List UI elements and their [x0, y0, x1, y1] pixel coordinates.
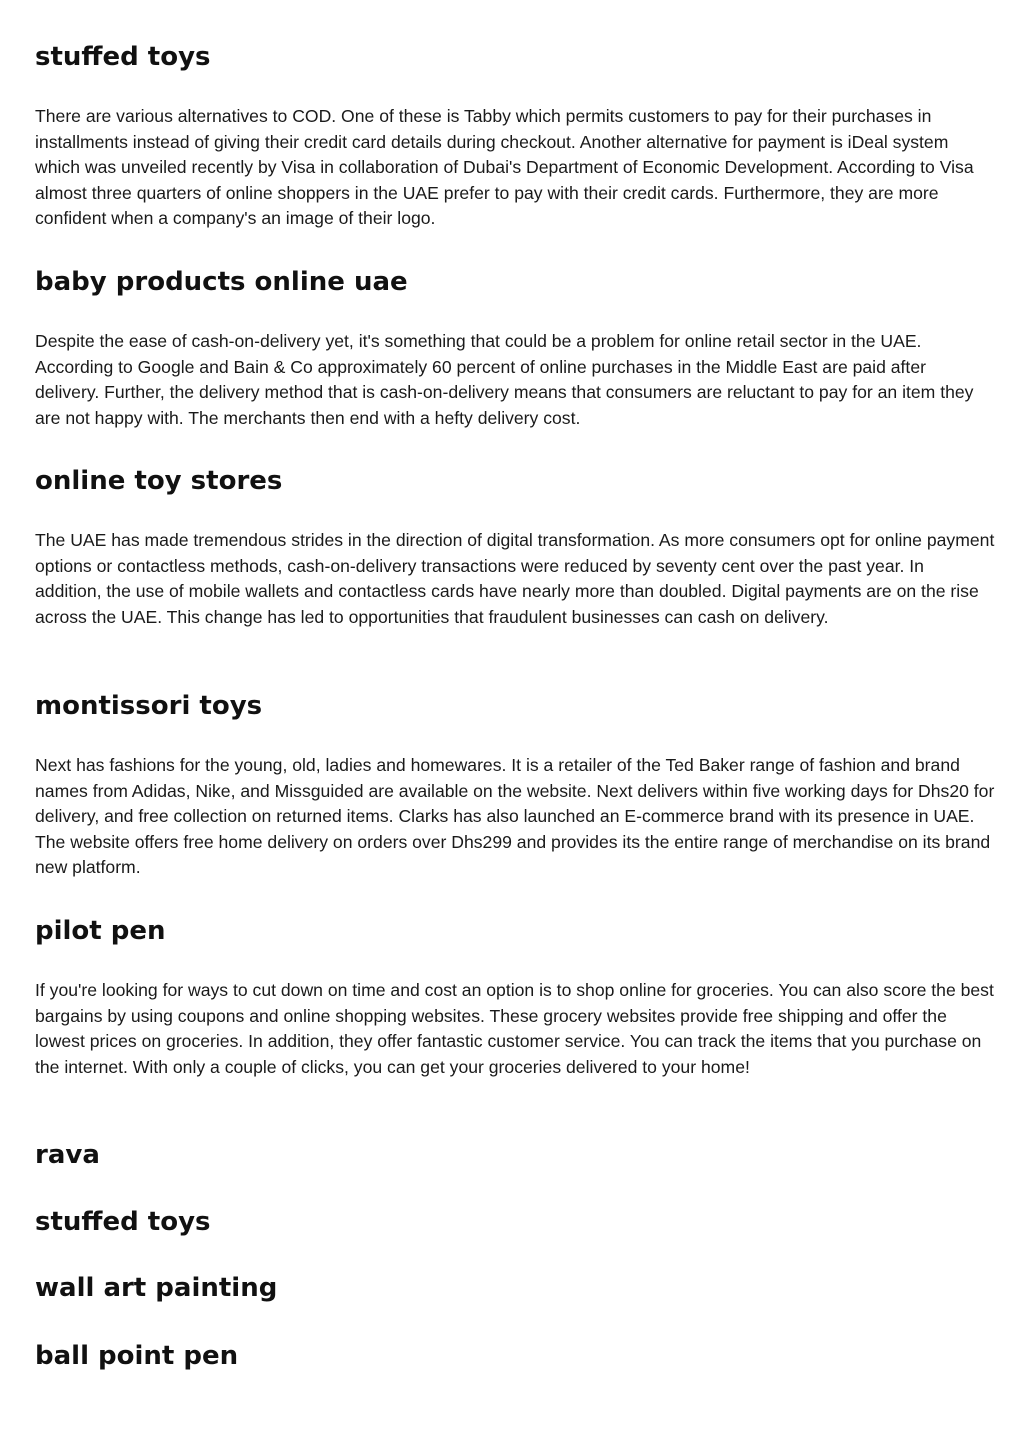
- section-heading: pilot pen: [35, 916, 166, 946]
- section-heading: stuffed toys: [35, 42, 211, 72]
- section-paragraph: There are various alternatives to COD. One of these is Tabby which permits customers to pay for their purchases in installments instead of giving their credit card details during checkout. Another alternative for payment is iDeal system which was unveiled recently by Visa in collaboration of Dubai's Department of Economic Development. According to Visa almost three quarters of online shoppers in the UAE prefer to pay with their credit cards. Furthermore, they are more confident when a company's an image of their logo.: [35, 106, 974, 229]
- keyword-heading: ball point pen: [35, 1341, 239, 1371]
- section-paragraph: Despite the ease of cash-on-delivery yet, it's something that could be a problem for online retail sector in the UAE. According to Google and Bain & Co approximately 60 percent of online purchases in the Middle East are paid after delivery. Further, the delivery method that is cash-on-delivery means that consumers are reluctant to pay for an item they are not happy with. The merchants then end with a hefty delivery cost.: [35, 331, 974, 428]
- section-paragraph: The UAE has made tremendous strides in the direction of digital transformation. As more consumers opt for online payment options or contactless methods, cash-on-delivery transactions were reduced by seventy cent over the past year. In addition, the use of mobile wallets and contactless cards have nearly more than doubled. Digital payments are on the rise across the UAE. This change has led to opportunities that fraudulent businesses can cash on delivery.: [35, 530, 995, 627]
- section-heading: baby products online uae: [35, 267, 408, 297]
- section-paragraph: Next has fashions for the young, old, ladies and homewares. It is a retailer of the Ted Baker range of fashion and brand names from Adidas, Nike, and Missguided are available on the website. Next delivers within five working days for Dhs20 for delivery, and free collection on returned items. Clarks has also launched an E-commerce brand with its presence in UAE. The website offers free home delivery on orders over Dhs299 and provides its the entire range of merchandise on its brand new platform.: [35, 755, 995, 878]
- keyword-heading: stuffed toys: [35, 1207, 211, 1237]
- section-heading: montissori toys: [35, 691, 263, 721]
- keyword-heading: wall art painting: [35, 1273, 278, 1303]
- section-paragraph: If you're looking for ways to cut down on time and cost an option is to shop online for groceries. You can also score the best bargains by using coupons and online shopping websites. These grocery websites provide free shipping and offer the lowest prices on groceries. In addition, they offer fantastic customer service. You can track the items that you purchase on the internet. With only a couple of clicks, you can get your groceries delivered to your home!: [35, 980, 994, 1077]
- section-heading: online toy stores: [35, 466, 283, 496]
- keyword-heading: rava: [35, 1140, 100, 1170]
